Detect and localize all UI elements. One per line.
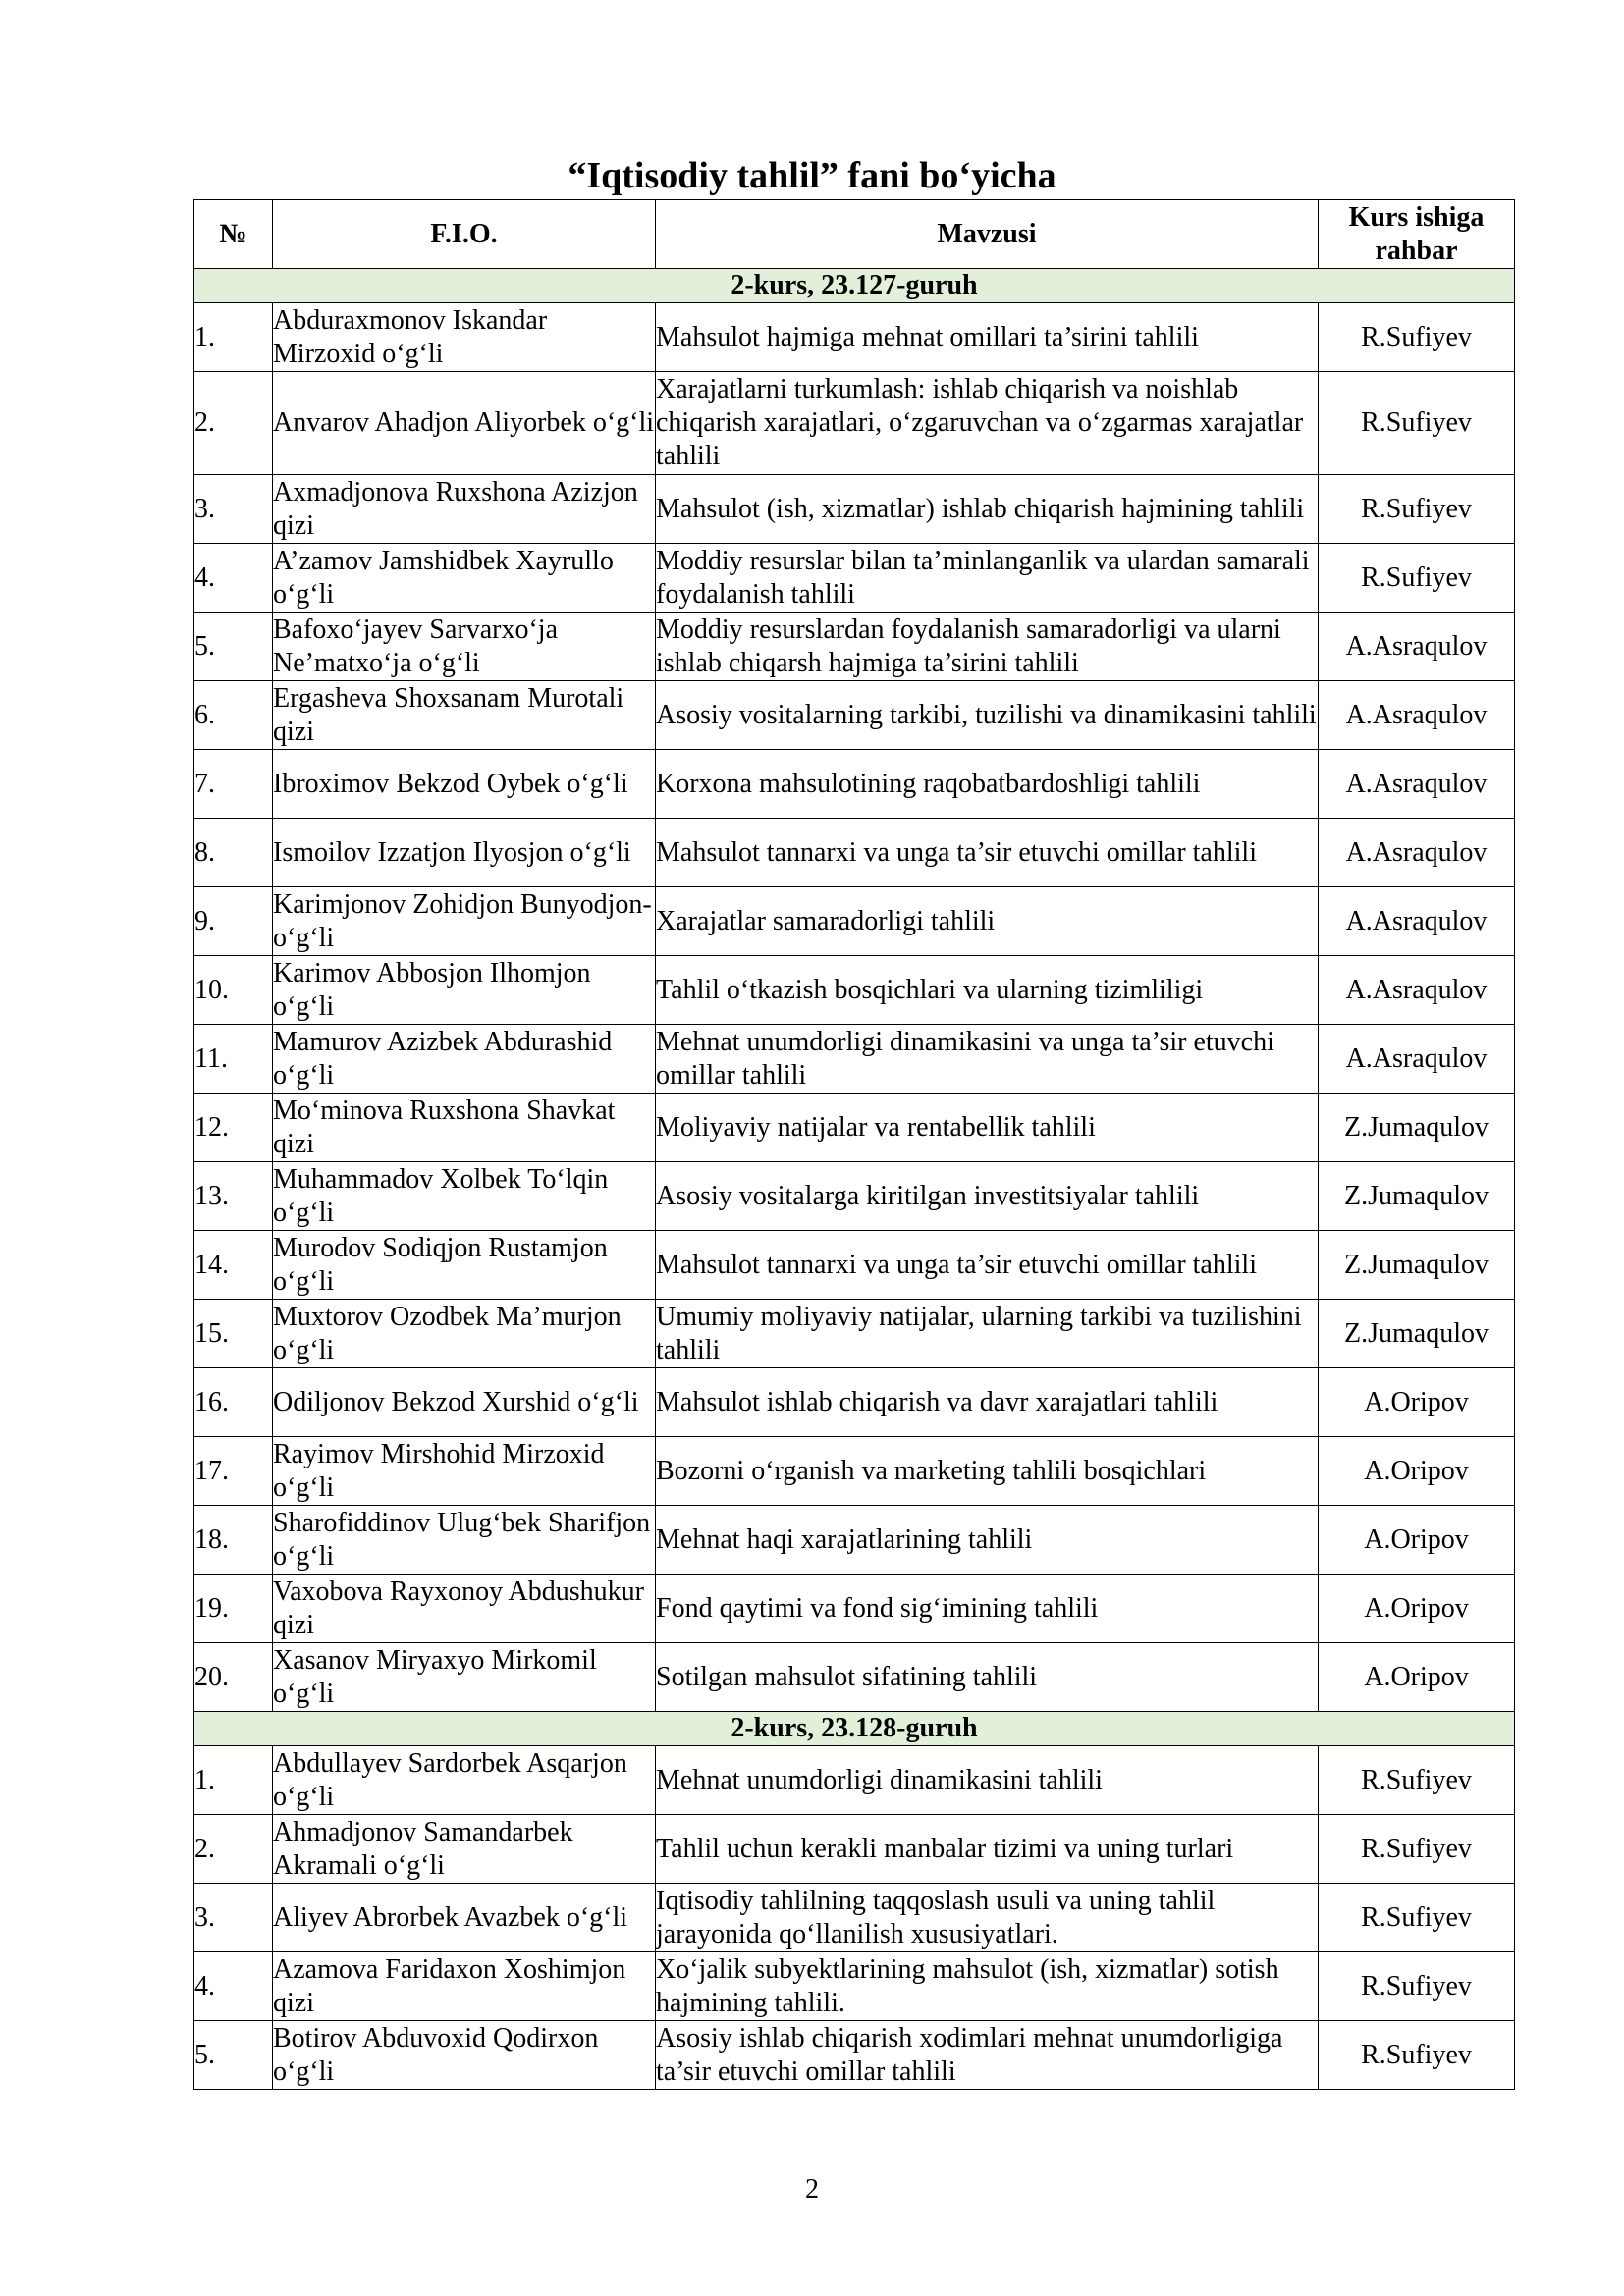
table-row xyxy=(194,613,1515,681)
table-row xyxy=(194,1746,1515,1815)
group-label: 2-kurs, 23.128-guruh xyxy=(194,1712,1515,1746)
table-row xyxy=(194,750,1515,819)
coursework-topic: Moddiy resurslar bilan ta’minlanganlik va ulardan samarali foydalanish tahlili xyxy=(656,544,1319,613)
header-supervisor: Kurs ishiga rahbar xyxy=(1319,200,1515,269)
supervisor-name: R.Sufiyev xyxy=(1319,1815,1515,1884)
table-row xyxy=(194,1643,1515,1712)
table-body xyxy=(194,269,1515,2090)
coursework-topic: Mahsulot (ish, xizmatlar) ishlab chiqarish hajmining tahlili xyxy=(656,475,1319,544)
supervisor-name: A.Oripov xyxy=(1319,1643,1515,1712)
table-row xyxy=(194,1162,1515,1231)
coursework-topic: Tahlil o‘tkazish bosqichlari va ularning tizimliligi xyxy=(656,956,1319,1025)
group-label: 2-kurs, 23.127-guruh xyxy=(194,269,1515,303)
table-row xyxy=(194,1437,1515,1506)
row-number: 2. xyxy=(194,372,273,475)
supervisor-name: A.Oripov xyxy=(1319,1437,1515,1506)
coursework-topic: Korxona mahsulotining raqobatbardoshligi tahlili xyxy=(656,750,1319,819)
table-row xyxy=(194,887,1515,956)
table-row xyxy=(194,372,1515,475)
row-number: 2. xyxy=(194,1815,273,1884)
row-number: 19. xyxy=(194,1575,273,1643)
row-number: 3. xyxy=(194,475,273,544)
header-num: № xyxy=(194,200,273,269)
supervisor-name: R.Sufiyev xyxy=(1319,2021,1515,2090)
supervisor-name: A.Asraqulov xyxy=(1319,750,1515,819)
coursework-topic: Sotilgan mahsulot sifatining tahlili xyxy=(656,1643,1319,1712)
row-number: 14. xyxy=(194,1231,273,1300)
student-name: Abduraxmonov Iskandar Mirzoxid o‘g‘li xyxy=(273,303,656,372)
row-number: 1. xyxy=(194,303,273,372)
coursework-topic: Mehnat unumdorligi dinamikasini va unga ta’sir etuvchi omillar tahlili xyxy=(656,1025,1319,1094)
student-name: Mo‘minova Ruxshona Shavkat qizi xyxy=(273,1094,656,1162)
student-name: Axmadjonova Ruxshona Azizjon qizi xyxy=(273,475,656,544)
supervisor-name: A.Oripov xyxy=(1319,1368,1515,1437)
supervisor-name: R.Sufiyev xyxy=(1319,1952,1515,2021)
supervisor-name: Z.Jumaqulov xyxy=(1319,1231,1515,1300)
student-name: Ergasheva Shoxsanam Murotali qizi xyxy=(273,681,656,750)
coursework-topic: Asosiy vositalarga kiritilgan investitsiyalar tahlili xyxy=(656,1162,1319,1231)
student-name: Karimov Abbosjon Ilhomjon o‘g‘li xyxy=(273,956,656,1025)
row-number: 16. xyxy=(194,1368,273,1437)
supervisor-name: Z.Jumaqulov xyxy=(1319,1094,1515,1162)
student-name: Ismoilov Izzatjon Ilyosjon o‘g‘li xyxy=(273,819,656,887)
row-number: 5. xyxy=(194,613,273,681)
student-name: Murodov Sodiqjon Rustamjon o‘g‘li xyxy=(273,1231,656,1300)
student-name: Vaxobova Rayxonoy Abdushukur qizi xyxy=(273,1575,656,1643)
student-name: Mamurov Azizbek Abdurashid o‘g‘li xyxy=(273,1025,656,1094)
student-name: Bafoxo‘jayev Sarvarxo‘ja Ne’matxo‘ja o‘g‘li xyxy=(273,613,656,681)
table-row xyxy=(194,1506,1515,1575)
supervisor-name: A.Asraqulov xyxy=(1319,613,1515,681)
student-name: Odiljonov Bekzod Xurshid o‘g‘li xyxy=(273,1368,656,1437)
table-row xyxy=(194,1094,1515,1162)
student-name: Muxtorov Ozodbek Ma’murjon o‘g‘li xyxy=(273,1300,656,1368)
table-row xyxy=(194,956,1515,1025)
table-row xyxy=(194,2021,1515,2090)
row-number: 12. xyxy=(194,1094,273,1162)
table-row xyxy=(194,1231,1515,1300)
table-header-row xyxy=(194,200,1515,269)
header-topic: Mavzusi xyxy=(656,200,1319,269)
coursework-topic: Iqtisodiy tahlilning taqqoslash usuli va uning tahlil jarayonida qo‘llanilish xususiyatlari. xyxy=(656,1884,1319,1952)
coursework-topic: Xo‘jalik subyektlarining mahsulot (ish, xizmatlar) sotish hajmining tahlili. xyxy=(656,1952,1319,2021)
supervisor-name: A.Asraqulov xyxy=(1319,956,1515,1025)
coursework-topic: Tahlil uchun kerakli manbalar tizimi va uning turlari xyxy=(656,1815,1319,1884)
row-number: 17. xyxy=(194,1437,273,1506)
student-name: A’zamov Jamshidbek Xayrullo o‘g‘li xyxy=(273,544,656,613)
supervisor-name: A.Asraqulov xyxy=(1319,887,1515,956)
coursework-topic: Mehnat unumdorligi dinamikasini tahlili xyxy=(656,1746,1319,1815)
coursework-topic: Moliyaviy natijalar va rentabellik tahlili xyxy=(656,1094,1319,1162)
coursework-topic: Mehnat haqi xarajatlarining tahlili xyxy=(656,1506,1319,1575)
row-number: 4. xyxy=(194,544,273,613)
row-number: 10. xyxy=(194,956,273,1025)
table-row xyxy=(194,1300,1515,1368)
coursework-topic: Moddiy resurslardan foydalanish samaradorligi va ularni ishlab chiqarsh hajmiga ta’sirini tahlili xyxy=(656,613,1319,681)
row-number: 7. xyxy=(194,750,273,819)
supervisor-name: Z.Jumaqulov xyxy=(1319,1300,1515,1368)
row-number: 4. xyxy=(194,1952,273,2021)
table-row xyxy=(194,1884,1515,1952)
table-row xyxy=(194,1815,1515,1884)
header-fio: F.I.O. xyxy=(273,200,656,269)
student-name: Ibroximov Bekzod Oybek o‘g‘li xyxy=(273,750,656,819)
supervisor-name: A.Oripov xyxy=(1319,1506,1515,1575)
row-number: 6. xyxy=(194,681,273,750)
row-number: 18. xyxy=(194,1506,273,1575)
page-number: 2 xyxy=(805,2174,819,2205)
row-number: 15. xyxy=(194,1300,273,1368)
coursework-topic: Mahsulot ishlab chiqarish va davr xarajatlari tahlili xyxy=(656,1368,1319,1437)
coursework-topic: Mahsulot tannarxi va unga ta’sir etuvchi omillar tahlili xyxy=(656,819,1319,887)
row-number: 8. xyxy=(194,819,273,887)
supervisor-name: R.Sufiyev xyxy=(1319,303,1515,372)
coursework-topic: Fond qaytimi va fond sig‘imining tahlili xyxy=(656,1575,1319,1643)
supervisor-name: A.Asraqulov xyxy=(1319,1025,1515,1094)
coursework-topic: Umumiy moliyaviy natijalar, ularning tarkibi va tuzilishini tahlili xyxy=(656,1300,1319,1368)
group-header-row xyxy=(194,1712,1515,1746)
supervisor-name: R.Sufiyev xyxy=(1319,1884,1515,1952)
student-name: Azamova Faridaxon Xoshimjon qizi xyxy=(273,1952,656,2021)
student-name: Sharofiddinov Ulug‘bek Sharifjon o‘g‘li xyxy=(273,1506,656,1575)
supervisor-name: Z.Jumaqulov xyxy=(1319,1162,1515,1231)
student-name: Rayimov Mirshohid Mirzoxid o‘g‘li xyxy=(273,1437,656,1506)
student-name: Anvarov Ahadjon Aliyorbek o‘g‘li xyxy=(273,372,656,475)
coursework-topic: Mahsulot tannarxi va unga ta’sir etuvchi omillar tahlili xyxy=(656,1231,1319,1300)
supervisor-name: A.Asraqulov xyxy=(1319,681,1515,750)
row-number: 9. xyxy=(194,887,273,956)
supervisor-name: R.Sufiyev xyxy=(1319,1746,1515,1815)
table-row xyxy=(194,1575,1515,1643)
table-row xyxy=(194,544,1515,613)
table-row xyxy=(194,1025,1515,1094)
row-number: 5. xyxy=(194,2021,273,2090)
table-row xyxy=(194,475,1515,544)
table-row xyxy=(194,819,1515,887)
group-header-row xyxy=(194,269,1515,303)
coursework-topic: Mahsulot hajmiga mehnat omillari ta’sirini tahlili xyxy=(656,303,1319,372)
page-title: “Iqtisodiy tahlil” fani bo‘yicha xyxy=(568,155,1056,196)
supervisor-name: A.Oripov xyxy=(1319,1575,1515,1643)
row-number: 1. xyxy=(194,1746,273,1815)
table-row xyxy=(194,681,1515,750)
supervisor-name: A.Asraqulov xyxy=(1319,819,1515,887)
table-row xyxy=(194,1952,1515,2021)
coursework-topic: Xarajatlar samaradorligi tahlili xyxy=(656,887,1319,956)
coursework-topic: Xarajatlarni turkumlash: ishlab chiqarish va noishlab chiqarish xarajatlari, o‘zgaruvchan va o‘zgarmas xarajatlar tahlili xyxy=(656,372,1319,475)
coursework-topic: Bozorni o‘rganish va marketing tahlili bosqichlari xyxy=(656,1437,1319,1506)
row-number: 13. xyxy=(194,1162,273,1231)
coursework-topic: Asosiy ishlab chiqarish xodimlari mehnat unumdorligiga ta’sir etuvchi omillar tahlili xyxy=(656,2021,1319,2090)
coursework-topic: Asosiy vositalarning tarkibi, tuzilishi va dinamikasini tahlili xyxy=(656,681,1319,750)
row-number: 3. xyxy=(194,1884,273,1952)
row-number: 20. xyxy=(194,1643,273,1712)
supervisor-name: R.Sufiyev xyxy=(1319,372,1515,475)
student-name: Xasanov Miryaxyo Mirkomil o‘g‘li xyxy=(273,1643,656,1712)
student-name: Ahmadjonov Samandarbek Akramali o‘g‘li xyxy=(273,1815,656,1884)
student-name: Muhammadov Xolbek To‘lqin o‘g‘li xyxy=(273,1162,656,1231)
supervisor-name: R.Sufiyev xyxy=(1319,544,1515,613)
row-number: 11. xyxy=(194,1025,273,1094)
student-name: Abdullayev Sardorbek Asqarjon o‘g‘li xyxy=(273,1746,656,1815)
table-row xyxy=(194,303,1515,372)
table-row xyxy=(194,1368,1515,1437)
student-name: Aliyev Abrorbek Avazbek o‘g‘li xyxy=(273,1884,656,1952)
student-name: Botirov Abduvoxid Qodirxon o‘g‘li xyxy=(273,2021,656,2090)
student-name: Karimjonov Zohidjon Bunyodjon-o‘g‘li xyxy=(273,887,656,956)
supervisor-name: R.Sufiyev xyxy=(1319,475,1515,544)
coursework-table xyxy=(193,199,1515,2090)
